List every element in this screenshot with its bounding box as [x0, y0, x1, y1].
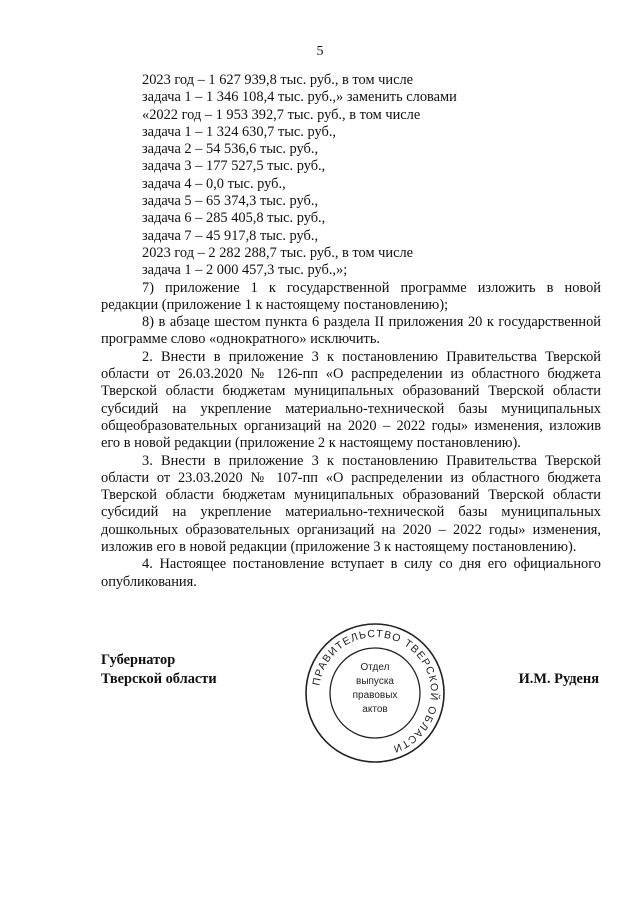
paragraph-point-3: 3. Внести в приложение 3 к постановлению Правительства Тверской области от 23.03.2020 № 107-пп «О распределении из областного бюджета Тверской области бюджетам муниципальных образований Тверской области субсидий на укрепление материально-технической базы муниципальных дошкольных образовательных организаций на 2020 – 2022 годы» изменения, изложив его в новой редакции (приложение 3 к настоящему постановлению). — [101, 452, 601, 556]
stamp-center-line2: выпуска — [356, 676, 394, 687]
stamp-ring-text: ПРАВИТЕЛЬСТВО ТВЕРСКОЙ ОБЛАСТИ — [310, 627, 441, 755]
stamp-center-line1: Отдел — [360, 662, 390, 673]
list-line: задача 7 – 45 917,8 тыс. руб., — [142, 227, 319, 244]
list-line: 2023 год – 2 282 288,7 тыс. руб., в том числе — [142, 244, 414, 261]
list-line: задача 1 – 2 000 457,3 тыс. руб.,»; — [142, 262, 348, 279]
list-line: задача 5 – 65 374,3 тыс. руб., — [142, 193, 319, 210]
paragraph-point-2: 2. Внести в приложение 3 к постановлению Правительства Тверской области от 26.03.2020 № 126-пп «О распределении из областного бюджета Тверской области бюджетам муниципальных образований Тверской области субсидий на укрепление материально-технической базы муниципальных общеобразовательных организаций на 2020 – 2022 годы» изменения, изложив его в новой редакции (приложение 2 к настоящему постановлению). — [101, 348, 601, 452]
list-line: задача 2 – 54 536,6 тыс. руб., — [142, 141, 319, 158]
list-line: задача 3 – 177 527,5 тыс. руб., — [142, 158, 326, 175]
page-number: 5 — [316, 44, 324, 59]
signatory-title-line2: Тверской области — [101, 671, 217, 687]
stamp-center-line4: актов — [362, 704, 388, 715]
list-line: 2023 год – 1 627 939,8 тыс. руб., в том числе — [142, 72, 414, 88]
signatory-title-line1: Губернатор — [101, 652, 176, 668]
list-line: задача 1 – 1 346 108,4 тыс. руб.,» заменить словами — [142, 89, 457, 106]
document-body — [101, 72, 601, 591]
list-line: задача 4 – 0,0 тыс. руб., — [142, 175, 286, 192]
signatory-name: И.М. Руденя — [518, 671, 599, 687]
stamp-center-line3: правовых — [352, 690, 398, 701]
paragraph-item-8: 8) в абзаце шестом пункта 6 раздела II приложения 20 к государственной программе слово «однократного» исключить. — [101, 314, 601, 348]
official-stamp — [304, 622, 446, 764]
list-line: «2022 год – 1 953 392,7 тыс. руб., в том числе — [142, 106, 421, 123]
paragraph-item-7: 7) приложение 1 к государственной программе изложить в новой редакции (приложение 1 к настоящему постановлению); — [101, 279, 601, 313]
signatory-title — [101, 651, 217, 689]
list-line: задача 1 – 1 324 630,7 тыс. руб., — [142, 123, 337, 140]
paragraph-point-4: 4. Настоящее постановление вступает в силу со дня его официального опубликования. — [101, 556, 601, 590]
list-line: задача 6 – 285 405,8 тыс. руб., — [142, 210, 326, 227]
